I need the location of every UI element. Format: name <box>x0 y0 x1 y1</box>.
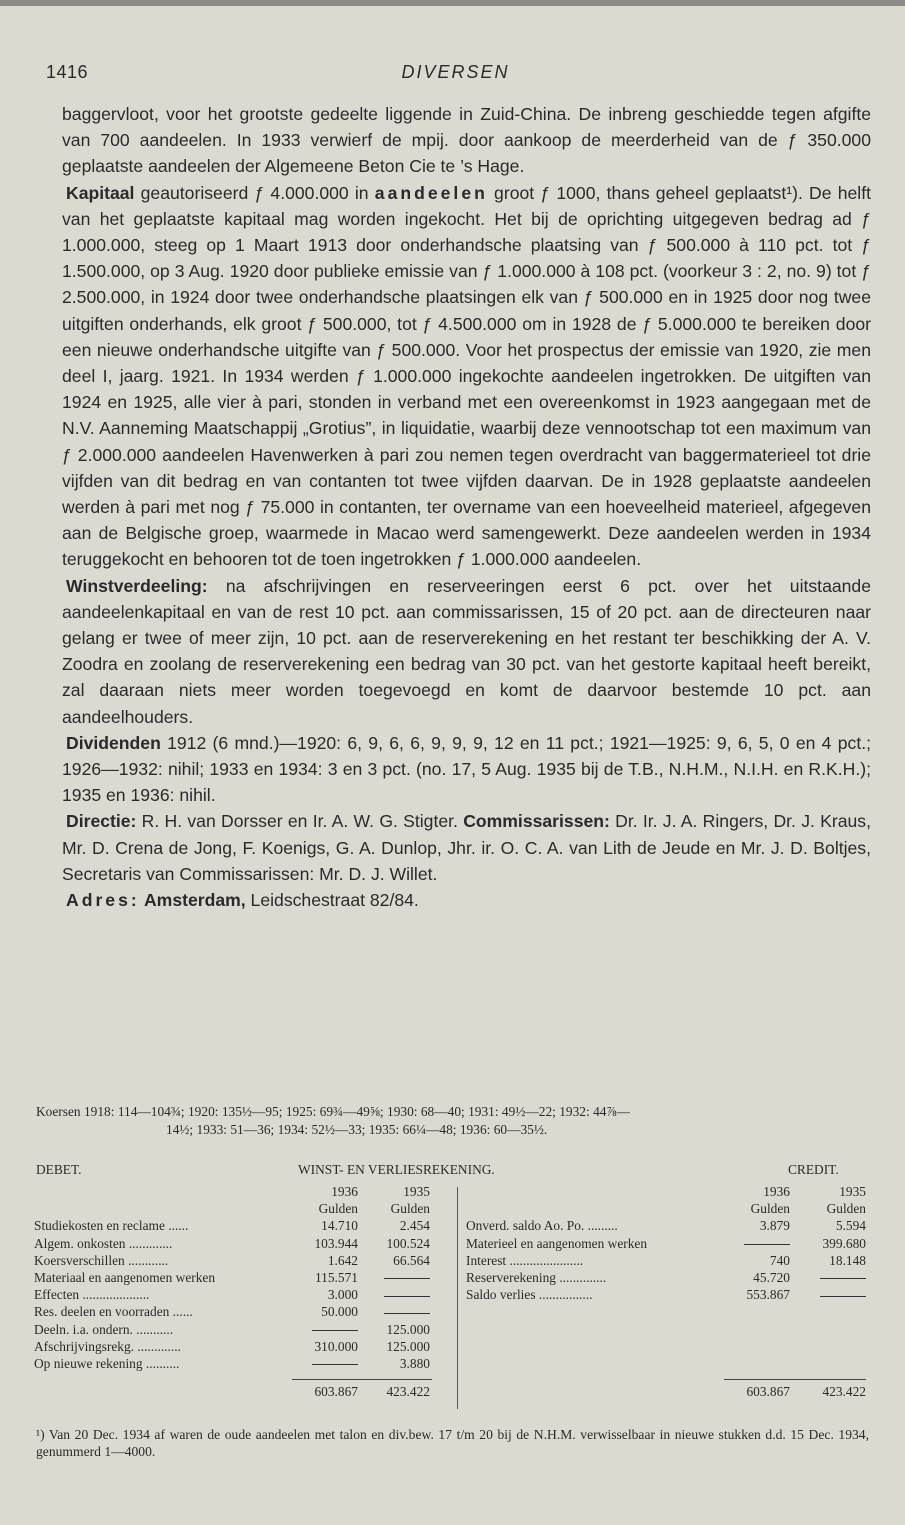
debet-row <box>34 1286 454 1303</box>
credit-row <box>466 1252 870 1269</box>
debet-rows <box>34 1217 454 1372</box>
credit-total-1935: 423.422 <box>822 1384 866 1399</box>
winst-text: na afschrijvingen en reserveeringen eerst 6 pct. over het uitstaande aandeelenkapitaal en van de rest 10 pct. aan commissarissen, 15 of 20 pct. aan de directeuren naar gelang er twee of meer zijn, 10 pct. aan de reserverekening en het restant ter beschikking der A. V. Zoodra en zoolang de reserverekening een bedrag van 30 pct. van het gestorte kapitaal heeft bereikt, zal daaraan niets meer worden toegevoegd en komt de daarvoor bestemde 10 pct. aan aandeelhouders. <box>62 575 871 727</box>
credit-year-1936: 1936 <box>763 1184 790 1199</box>
debet-unit-2: Gulden <box>390 1201 430 1217</box>
debet-row-1936 <box>290 1355 358 1372</box>
nil-dash <box>384 1296 430 1297</box>
nil-dash <box>384 1313 430 1314</box>
debet-row-label: Effecten .................... <box>34 1287 150 1303</box>
koersen-line-1: Koersen 1918: 114—104¾; 1920: 135½—95; 1925: 69¾—49⅝; 1930: 68—40; 1931: 49½—22; 1932: 44⅞— <box>36 1104 630 1119</box>
credit-year-row <box>466 1183 870 1200</box>
debet-row <box>34 1321 454 1338</box>
credit-unit-1: Gulden <box>750 1201 790 1217</box>
nil-dash <box>744 1244 790 1245</box>
directie-heading: Directie: <box>66 811 137 832</box>
debet-row-label: Afschrijvingsrekg. ............. <box>34 1338 181 1354</box>
credit-row-1935: 399.680 <box>822 1235 866 1251</box>
debet-total-1936: 603.867 <box>314 1384 358 1399</box>
nil-dash <box>820 1278 866 1279</box>
debet-year-row <box>34 1183 454 1200</box>
account-header <box>34 1161 870 1179</box>
credit-row-label: Onverd. saldo Ao. Po. ......... <box>466 1218 618 1234</box>
profit-loss-account <box>34 1157 870 1417</box>
paragraph-dividenden <box>62 730 871 809</box>
credit-row-1935: 18.148 <box>829 1252 866 1268</box>
nil-dash <box>312 1364 358 1365</box>
credit-row-1935: 5.594 <box>835 1218 866 1234</box>
top-edge <box>0 0 905 6</box>
account-divider <box>457 1187 458 1409</box>
debet-row-label: Studiekosten en reclame ...... <box>34 1218 189 1234</box>
paragraph-adres <box>62 887 871 913</box>
kapitaal-text-a: geautoriseerd ƒ 4.000.000 in <box>134 182 375 203</box>
debet-row <box>34 1355 454 1372</box>
adres-text: Leidschestraat 82/84. <box>245 890 419 911</box>
credit-row <box>466 1235 870 1252</box>
intro-text: baggervloot, voor het grootste gedeelte liggende in Zuid-China. De inbreng geschiedde tegen afgifte van 700 aandeelen. In 1933 verwierf de mpij. door aankoop de meerderheid van de ƒ 350.000 geplaatste aandeelen der Algemeene Beton Cie te ’s Hage. <box>62 104 871 177</box>
account-title: WINST- EN VERLIESREKENING. <box>298 1162 495 1177</box>
commissarissen-text: Dr. Ir. J. A. Ringers, Dr. J. Kraus, Mr. D. Crena de Jong, F. Koenigs, G. A. Dunlop, Jhr. ir. O. C. A. van Lith de Jeude en Mr. J. D. Boltjes, Secretaris van Commissarissen: Mr. D. J. Willet. <box>62 811 871 884</box>
debet-total-1935: 423.422 <box>386 1384 430 1399</box>
koersen-line-2: 14½; 1933: 51—36; 1934: 52½—33; 1935: 66¼—48; 1936: 60—35½. <box>166 1122 548 1137</box>
debet-row-1935: 2.454 <box>399 1218 430 1234</box>
debet-row-label: Res. deelen en voorraden ...... <box>34 1304 193 1320</box>
debet-row-1936: 3.000 <box>327 1287 358 1303</box>
credit-row-1936: 553.867 <box>746 1287 790 1303</box>
kapitaal-text-b: groot ƒ 1000, thans geheel geplaatst¹). De helft van het geplaatste kapitaal mag worden ingekocht. Het bij de oprichting uitgegeven bedrag ad ƒ 1.000.000, steeg op 1 Maart 1913 door onderhandsche plaatsing van ƒ 500.000 à 110 pct. tot ƒ 1.500.000, op 3 Aug. 1920 door publieke emissie van ƒ 1.000.000 à 108 pct. (voorkeur 3 : 2, no. 9) tot ƒ 2.500.000, in 1924 door twee onderhandsche plaatsingen elk van ƒ 500.000 en in 1925 door nog twee uitgiften onderhands, elk groot ƒ 500.000, tot ƒ 4.500.000 om in 1928 de ƒ 5.000.000 te bereiken door een nieuwe onderhandsche uitgifte van ƒ 500.000. Voor het prospectus der emissie van 1920, zie men deel I, jaarg. 1921. In 1934 werden ƒ 1.000.000 ingekochte aandeelen ingetrokken. De uitgiften van 1924 en 1925, alle vier à pari, stonden in verband met een overeenkomst in 1923 aangegaan met de N.V. Aanneming Maatschappij „Grotius”, in liquidatie, waarbij deze vennootschap tot een maximum van ƒ 2.000.000 aandeelen Havenwerken à pari zou nemen tegen overdracht van baggermaterieel tot drie vijfden van dit bedrag en van contanten tot twee vijfden daarvan. De in 1928 geplaatste aandeelen werden à pari met nog ƒ 75.000 in contanten, ter overname van een hoeveelheid materieel, afgegeven aan de Belgische groep, waarmede in Macao werd samengewerkt. Deze aandeelen werden in 1934 teruggekocht en behooren tot de toen ingetrokken ƒ 1.000.000 aandeelen. <box>62 182 871 570</box>
debet-row <box>34 1235 454 1252</box>
debet-row-1936: 50.000 <box>321 1304 358 1320</box>
debet-row <box>34 1252 454 1269</box>
debet-row-1935: 100.524 <box>386 1235 430 1251</box>
adres-heading: Adres: <box>66 890 140 911</box>
commissarissen-heading: Commissarissen: <box>463 811 610 832</box>
debet-row-1936: 14.710 <box>321 1218 358 1234</box>
debet-row-1935: 125.000 <box>386 1321 430 1337</box>
directie-text: R. H. van Dorsser en Ir. A. W. G. Stigter. <box>136 811 464 832</box>
debet-row-1935: 66.564 <box>393 1252 430 1268</box>
nil-dash <box>312 1330 358 1331</box>
credit-row-label: Interest ...................... <box>466 1252 584 1268</box>
credit-row-label: Saldo verlies ................ <box>466 1287 593 1303</box>
credit-row-label: Materieel en aangenomen werken <box>466 1235 648 1251</box>
dividenden-text: 1912 (6 mnd.)—1920: 6, 9, 6, 6, 9, 9, 9, 12 en 11 pct.; 1921—1925: 9, 6, 5, 0 en 4 pct.; 1926—1932: nihil; 1933 en 1934: 3 en 3 pct. (no. 17, 5 Aug. 1935 bij de T.B., N.H.M., N.I.H. en R.K.H.); 1935 en 1936: nihil. <box>62 732 871 806</box>
credit-row <box>466 1217 870 1234</box>
credit-year-1935: 1935 <box>839 1184 866 1199</box>
running-title: DIVERSEN <box>401 62 510 82</box>
credit-row-1935 <box>792 1269 866 1286</box>
credit-rows <box>466 1217 870 1303</box>
debet-row <box>34 1303 454 1320</box>
debet-row <box>34 1217 454 1234</box>
debet-row-label: Materiaal en aangenomen werken <box>34 1269 216 1285</box>
footnote: ¹) Van 20 Dec. 1934 af waren de oude aandeelen met talon en div.bew. 17 t/m 20 bij de N.H.M. verwisselbaar in nieuwe stukken d.d. 15 Dec. 1934, genummerd 1—4000. <box>36 1427 869 1459</box>
debet-row-1935 <box>360 1286 430 1303</box>
credit-column <box>466 1183 870 1303</box>
debet-row-1935: 3.880 <box>399 1355 430 1371</box>
debet-row-1936: 1.642 <box>327 1252 358 1268</box>
credit-row <box>466 1286 870 1303</box>
debet-row-label: Op nieuwe rekening .......... <box>34 1355 180 1371</box>
kapitaal-spaced: aandeelen <box>374 182 488 203</box>
credit-row-1936 <box>690 1235 790 1252</box>
paragraph-winstverdeeling <box>62 573 871 730</box>
winst-heading: Winstverdeeling: <box>66 575 208 596</box>
credit-row-1936: 45.720 <box>753 1269 790 1285</box>
credit-row-label: Reserverekening .............. <box>466 1269 607 1285</box>
koersen-block <box>36 1103 869 1139</box>
credit-label: CREDIT. <box>788 1162 839 1177</box>
page-number: 1416 <box>46 62 89 82</box>
debet-row <box>34 1338 454 1355</box>
debet-row-label: Koersverschillen ............ <box>34 1252 169 1268</box>
credit-unit-2: Gulden <box>826 1201 866 1217</box>
paragraph-intro <box>62 101 871 180</box>
credit-row <box>466 1269 870 1286</box>
debet-unit-1: Gulden <box>318 1201 358 1217</box>
credit-unit-row <box>466 1200 870 1217</box>
credit-row-1935 <box>792 1286 866 1303</box>
body-text <box>62 101 871 913</box>
adres-city: Amsterdam, <box>139 890 246 911</box>
dividenden-heading: Dividenden <box>66 732 161 753</box>
debet-row-1935: 125.000 <box>386 1338 430 1354</box>
nil-dash <box>820 1296 866 1297</box>
debet-unit-row <box>34 1200 454 1217</box>
credit-row-1936: 740 <box>769 1252 790 1268</box>
debet-row-label: Algem. onkosten ............. <box>34 1235 173 1251</box>
page-header <box>46 62 865 88</box>
credit-row-1936: 3.879 <box>759 1218 790 1234</box>
debet-row-1936 <box>290 1321 358 1338</box>
debet-row-1935 <box>360 1269 430 1286</box>
debet-row-1935 <box>360 1303 430 1320</box>
debet-year-1936: 1936 <box>331 1184 358 1199</box>
debet-row-1936: 103.944 <box>314 1235 358 1251</box>
debet-row-label: Deeln. i.a. ondern. ........... <box>34 1321 174 1337</box>
paragraph-directie <box>62 808 871 887</box>
debet-row <box>34 1269 454 1286</box>
credit-total-1936: 603.867 <box>746 1384 790 1399</box>
kapitaal-heading: Kapitaal <box>66 182 135 203</box>
debet-column <box>34 1183 454 1372</box>
debet-total-rule <box>292 1379 432 1380</box>
debet-label: DEBET. <box>36 1162 82 1177</box>
debet-row-1936: 115.571 <box>314 1269 358 1285</box>
credit-total-rule <box>724 1379 866 1380</box>
debet-year-1935: 1935 <box>403 1184 430 1199</box>
debet-row-1936: 310.000 <box>314 1338 358 1354</box>
nil-dash <box>384 1278 430 1279</box>
paragraph-kapitaal <box>62 180 871 573</box>
